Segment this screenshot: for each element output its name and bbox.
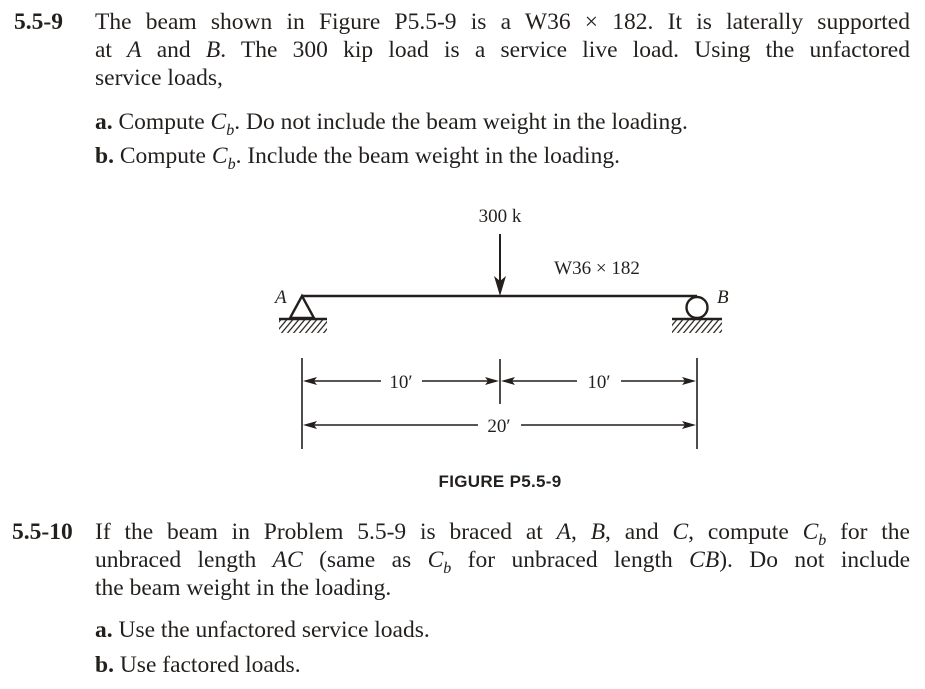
roller-support-icon <box>672 297 722 333</box>
dim-right-label: 10′ <box>587 372 611 393</box>
problem-text-line: The beam shown in Figure P5.5-9 is a W36 × 182. It is laterally supported <box>95 9 910 35</box>
figure-caption: FIGURE P5.5-9 <box>438 472 562 491</box>
support-a-label: A <box>275 287 287 308</box>
cb-symbol: C <box>210 109 227 135</box>
sub-question-b: b. Use factored loads. <box>95 652 301 678</box>
problem-text-line: service loads, <box>95 65 223 91</box>
problem-text-line: unbraced length AC (same as $C_b$ for unbraced length CB). Do not include <box>95 547 911 577</box>
cb-symbol: C <box>802 519 819 545</box>
point-a-ref: A <box>127 37 142 63</box>
section-label: W36 × 182 <box>554 258 640 279</box>
support-b-label: B <box>717 287 729 308</box>
load-label: 300 k <box>478 206 522 227</box>
dim-left-label: 10′ <box>389 372 413 393</box>
cb-symbol: C <box>211 143 228 169</box>
point-b-ref: B <box>205 37 221 63</box>
cb-symbol: C <box>427 547 444 573</box>
problem-number: 5.5-9 <box>14 9 63 35</box>
problem-text-line: the beam weight in the loading. <box>95 575 392 601</box>
load-arrow-icon <box>494 234 506 296</box>
problem-number: 5.5-10 <box>12 519 73 545</box>
pin-support-icon <box>279 296 327 333</box>
dim-total-label: 20′ <box>487 416 511 437</box>
dimension-lines <box>302 358 697 449</box>
sub-question-a: a. Use the unfactored service loads. <box>95 617 430 643</box>
sub-question-a: a. Compute $C_b$. Do not include the beam weight in the loading. <box>95 109 688 139</box>
problem-text-line: at A and B. The 300 kip load is a service live load. Using the unfactored <box>95 37 910 63</box>
sub-question-b: b. Compute $C_b$. Include the beam weight in the loading. <box>95 143 620 173</box>
problem-text-line: If the beam in Problem 5.5-9 is braced at A, B, and C, compute $C_b$ for the <box>95 519 910 549</box>
dimension-arrowheads <box>303 377 696 429</box>
